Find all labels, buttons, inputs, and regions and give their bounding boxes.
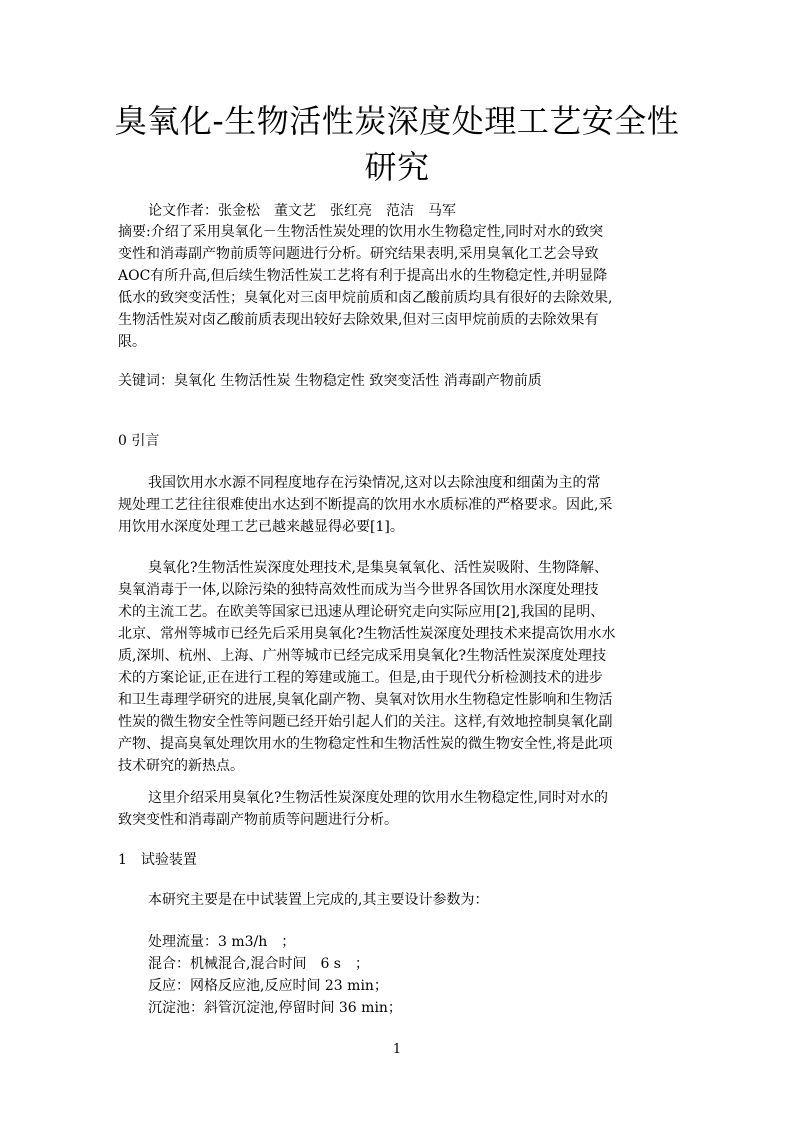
paragraph-line: 致突变性和消毒副产物前质等问题进行分析。 bbox=[118, 812, 398, 828]
paragraph-line: 本研究主要是在中试装置上完成的,其主要设计参数为： bbox=[148, 892, 489, 908]
paragraph-line: 臭氧消毒于一体,以除污染的独特高效性而成为当今世界各国饮用水深度处理技 bbox=[118, 582, 599, 598]
abstract-line: AOC有所升高,但后续生物活性炭工艺将有利于提高出水的生物稳定性,并明显降 bbox=[118, 268, 608, 284]
abstract-line: 生物活性炭对卤乙酸前质表现出较好去除效果,但对三卤甲烷前质的去除效果有 bbox=[118, 312, 599, 328]
authors-line: 论文作者：张金松 董文艺 张红亮 范洁 马军 bbox=[148, 203, 456, 219]
paragraph-line: 用饮用水深度处理工艺已越来越显得必要[1]。 bbox=[118, 519, 404, 535]
section-1-heading: 1 试验装置 bbox=[118, 852, 197, 868]
abstract-line: 变性和消毒副产物前质等问题进行分析。研究结果表明,采用臭氧化工艺会导致 bbox=[118, 246, 599, 262]
abstract-line: 限。 bbox=[118, 334, 146, 350]
parameter-line: 处理流量：3 m3/h ； bbox=[148, 934, 296, 950]
abstract-line: 低水的致突变活性；臭氧化对三卤甲烷前质和卤乙酸前质均具有很好的去除效果, bbox=[118, 290, 613, 306]
paragraph-line: 臭氧化?生物活性炭深度处理技术,是集臭氧氧化、活性炭吸附、生物降解、 bbox=[148, 560, 608, 576]
paragraph-line: 术的主流工艺。在欧美等国家已迅速从理论研究走向实际应用[2],我国的昆明、 bbox=[118, 604, 605, 620]
title-line-1: 臭氧化-生物活性炭深度处理工艺安全性 bbox=[114, 102, 680, 140]
paragraph-line: 术的方案论证,正在进行工程的筹建或施工。但是,由于现代分析检测技术的进步 bbox=[118, 670, 603, 686]
paragraph-line: 产物、提高臭氧处理饮用水的生物稳定性和生物活性炭的微生物安全性,将是此项 bbox=[118, 736, 613, 752]
keywords-line: 关键词：臭氧化 生物活性炭 生物稳定性 致突变活性 消毒副产物前质 bbox=[118, 373, 542, 389]
section-0-heading: 0 引言 bbox=[118, 433, 160, 449]
paragraph-line: 技术研究的新热点。 bbox=[118, 758, 244, 774]
abstract-line: 摘要:介绍了采用臭氧化－生物活性炭处理的饮用水生物稳定性,同时对水的致突 bbox=[118, 224, 604, 240]
parameter-line: 混合：机械混合,混合时间 6 s ； bbox=[148, 956, 369, 972]
paragraph-line: 我国饮用水水源不同程度地存在污染情况,这对以去除浊度和细菌为主的常 bbox=[148, 475, 601, 491]
parameter-line: 反应：网格反应池,反应时间 23 min； bbox=[148, 978, 388, 994]
paragraph-line: 北京、常州等城市已经先后采用臭氧化?生物活性炭深度处理技术来提高饮用水水 bbox=[118, 626, 616, 642]
paragraph-line: 规处理工艺往往很难使出水达到不断提高的饮用水水质标准的严格要求。因此,采 bbox=[118, 497, 613, 513]
parameter-line: 沉淀池：斜管沉淀池,停留时间 36 min； bbox=[148, 1000, 402, 1016]
paragraph-line: 性炭的微生物安全性等问题已经开始引起人们的关注。这样,有效地控制臭氧化副 bbox=[118, 714, 613, 730]
paragraph-line: 和卫生毒理学研究的进展,臭氧化副产物、臭氧对饮用水生物稳定性影响和生物活 bbox=[118, 692, 613, 708]
page-number: 1 bbox=[392, 1042, 402, 1057]
title-line-2: 研究 bbox=[364, 148, 430, 186]
paragraph-line: 这里介绍采用臭氧化?生物活性炭深度处理的饮用水生物稳定性,同时对水的 bbox=[148, 790, 608, 806]
paragraph-line: 质,深圳、杭州、上海、广州等城市已经完成采用臭氧化?生物活性炭深度处理技 bbox=[118, 648, 606, 664]
